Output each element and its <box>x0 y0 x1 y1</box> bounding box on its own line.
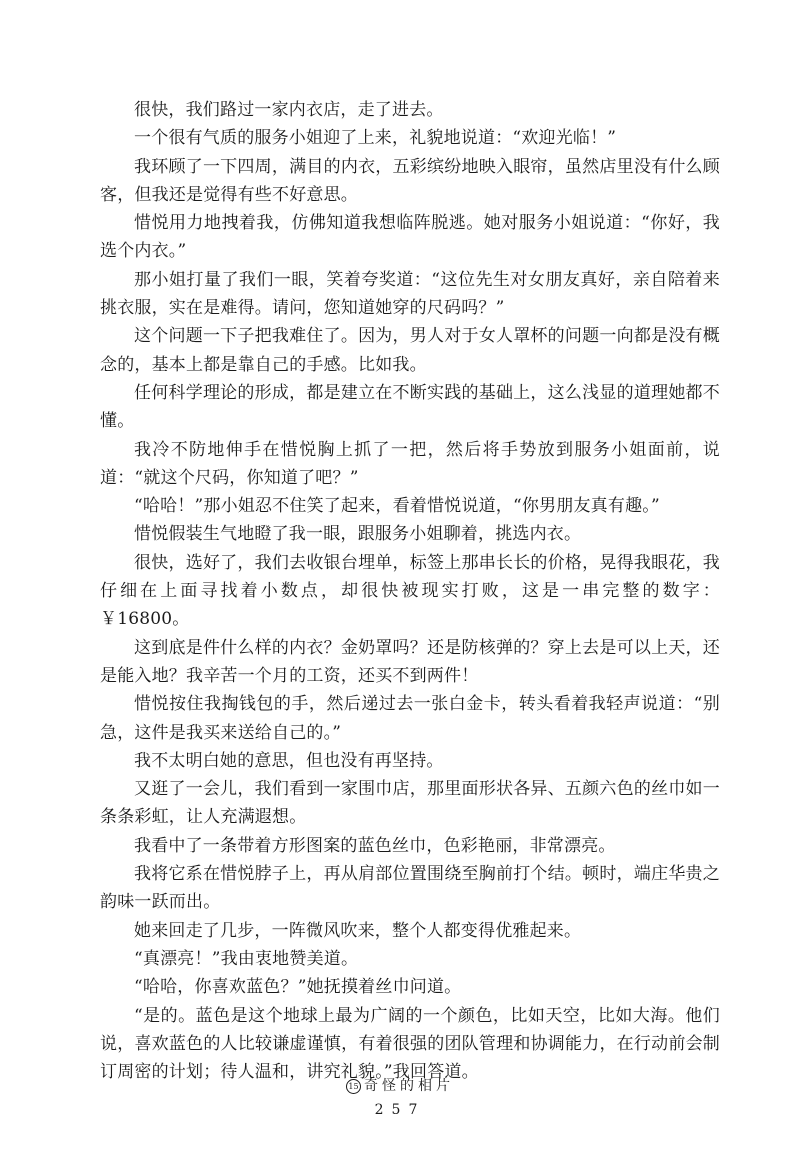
paragraph-1: 很快，我们路过一家内衣店，走了进去。 <box>134 100 444 120</box>
chapter-number-badge: 15 <box>346 1079 361 1094</box>
body-text <box>100 96 720 1086</box>
paragraph-17: 我将它系在惜悦脖子上，再从肩部位置围绕至胸前打个结。顿时，端庄华贵之韵味一跃而出。 <box>100 864 720 913</box>
paragraph-8: 我冷不防地伸手在惜悦胸上抓了一把，然后将手势放到服务小姐面前，说道：“就这个尺码，你知道了吧？” <box>100 439 720 488</box>
paragraph-12: 这到底是件什么样的内衣？金奶罩吗？还是防核弹的？穿上去是可以上天，还是能入地？我辛苦一个月的工资，还买不到两件！ <box>100 637 720 686</box>
paragraph-15: 又逛了一会儿，我们看到一家围巾店，那里面形状各异、五颜六色的丝巾如一条条彩虹，让人充满遐想。 <box>100 779 720 828</box>
paragraph-11: 很快，选好了，我们去收银台埋单，标签上那串长长的价格，晃得我眼花，我仔细在上面寻找着小数点，却很快被现实打败，这是一串完整的数字：￥16800。 <box>100 552 720 630</box>
paragraph-13: 惜悦按住我掏钱包的手，然后递过去一张白金卡，转头看着我轻声说道：“别急，这件是我买来送给自己的。” <box>100 694 720 743</box>
paragraph-10: 惜悦假装生气地瞪了我一眼，跟服务小姐聊着，挑选内衣。 <box>134 524 582 545</box>
page-number: 257 <box>374 1102 426 1118</box>
paragraph-2: 一个很有气质的服务小姐迎了上来，礼貌地说道：“欢迎光临！” <box>134 128 617 149</box>
paragraph-6: 这个问题一下子把我难住了。因为，男人对于女人罩杯的问题一向都是没有概念的，基本上都是靠自己的手感。比如我。 <box>100 326 720 375</box>
paragraph-18: 她来回走了几步，一阵微风吹来，整个人都变得优雅起来。 <box>134 920 582 941</box>
paragraph-4: 惜悦用力地拽着我，仿佛知道我想临阵脱逃。她对服务小姐说道：“你好，我选个内衣。” <box>100 213 720 262</box>
paragraph-3: 我环顾了一下四周，满目的内衣，五彩缤纷地映入眼帘，虽然店里没有什么顾客，但我还是觉得有些不好意思。 <box>100 156 720 205</box>
paragraph-14: 我不太明白她的意思，但也没有再坚持。 <box>134 750 444 771</box>
paragraph-9: “哈哈！”那小姐忍不住笑了起来，看着惜悦说道，“你男朋友真有趣。” <box>134 496 660 517</box>
paragraph-20: “哈哈，你喜欢蓝色？”她抚摸着丝巾问道。 <box>134 977 462 998</box>
paragraph-5: 那小姐打量了我们一眼，笑着夸奖道：“这位先生对女朋友真好，亲自陪着来挑衣服，实在是难得。请问，您知道她穿的尺码吗？” <box>100 269 720 319</box>
paragraph-16: 我看中了一条带着方形图案的蓝色丝巾，色彩艳丽，非常漂亮。 <box>134 835 616 856</box>
paragraph-7: 任何科学理论的形成，都是建立在不断实践的基础上，这么浅显的道理她都不懂。 <box>100 382 720 432</box>
book-title: 奇怪的相片 <box>364 1078 454 1094</box>
running-footer <box>0 1075 800 1095</box>
paragraph-21: “是的。蓝色是这个地球上最为广阔的一个颜色，比如天空，比如大海。他们说，喜欢蓝色的人比较谦虚谨慎，有着很强的团队管理和协调能力，在行动前会制订周密的计划；待人温和，讲究礼貌。”我回答道。 <box>100 1005 720 1083</box>
paragraph-19: “真漂亮！”我由衷地赞美道。 <box>134 948 359 969</box>
